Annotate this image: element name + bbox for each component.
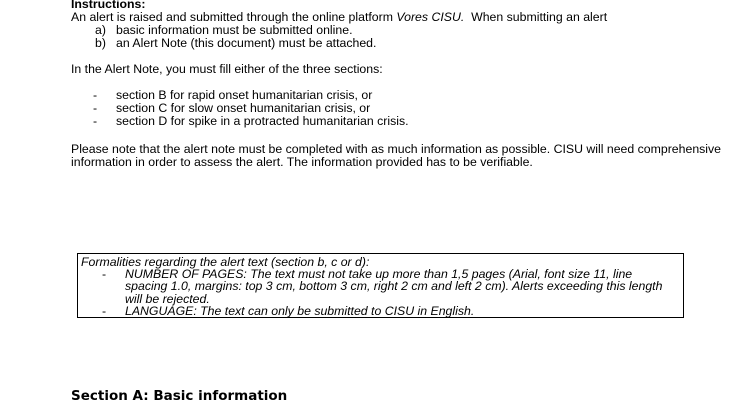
sections-intro: In the Alert Note, you must fill either of the three sections: bbox=[71, 62, 383, 76]
list-item-text: basic information must be submitted online. bbox=[116, 23, 353, 37]
completion-note: Please note that the alert note must be completed with as much information as possible. CISU will need comprehensive information in order to assess the alert. The information provided has to be verifiable. bbox=[71, 142, 722, 169]
instructions-heading: Instructions: bbox=[71, 0, 146, 11]
list-item bbox=[71, 115, 731, 128]
list-marker: b) bbox=[95, 36, 106, 50]
list-item-text: section D for spike in a protracted humanitarian crisis. bbox=[116, 114, 409, 128]
list-marker: - bbox=[93, 88, 98, 102]
formalities-box bbox=[77, 253, 684, 318]
list-marker: a) bbox=[95, 23, 106, 37]
platform-name: Vores CISU. bbox=[396, 10, 465, 24]
intro-before: An alert is raised and submitted through the online platform bbox=[71, 10, 397, 24]
formalities-list bbox=[81, 268, 677, 317]
list-item-text: NUMBER OF PAGES: The text must not take up more than 1,5 pages (Arial, font size 11, line spacing 1.0, margins: top 3 cm, bottom 3 cm, right 2 cm and left 2 cm). Alerts exceeding this length will be rejected. bbox=[125, 267, 663, 306]
formalities-title: Formalities regarding the alert text (section b, c or d): bbox=[81, 255, 370, 269]
list-item-text: an Alert Note (this document) must be attached. bbox=[116, 36, 377, 50]
instructions-block bbox=[71, 0, 731, 169]
section-a-heading: Section A: Basic information bbox=[71, 388, 288, 404]
list-item-text: LANGUAGE: The text can only be submitted to CISU in English. bbox=[125, 303, 475, 318]
list-item-text: section B for rapid onset humanitarian crisis, or bbox=[116, 88, 373, 102]
list-item bbox=[81, 268, 677, 305]
list-marker: - bbox=[93, 114, 98, 128]
list-item bbox=[81, 305, 677, 317]
submission-requirements-list bbox=[71, 24, 731, 50]
list-marker: - bbox=[102, 303, 107, 318]
list-marker: - bbox=[102, 267, 107, 282]
list-item bbox=[71, 37, 731, 50]
list-marker: - bbox=[93, 101, 98, 115]
intro-after: When submitting an alert bbox=[464, 10, 608, 24]
list-item-text: section C for slow onset humanitarian crisis, or bbox=[116, 101, 371, 115]
sections-list bbox=[71, 89, 731, 128]
